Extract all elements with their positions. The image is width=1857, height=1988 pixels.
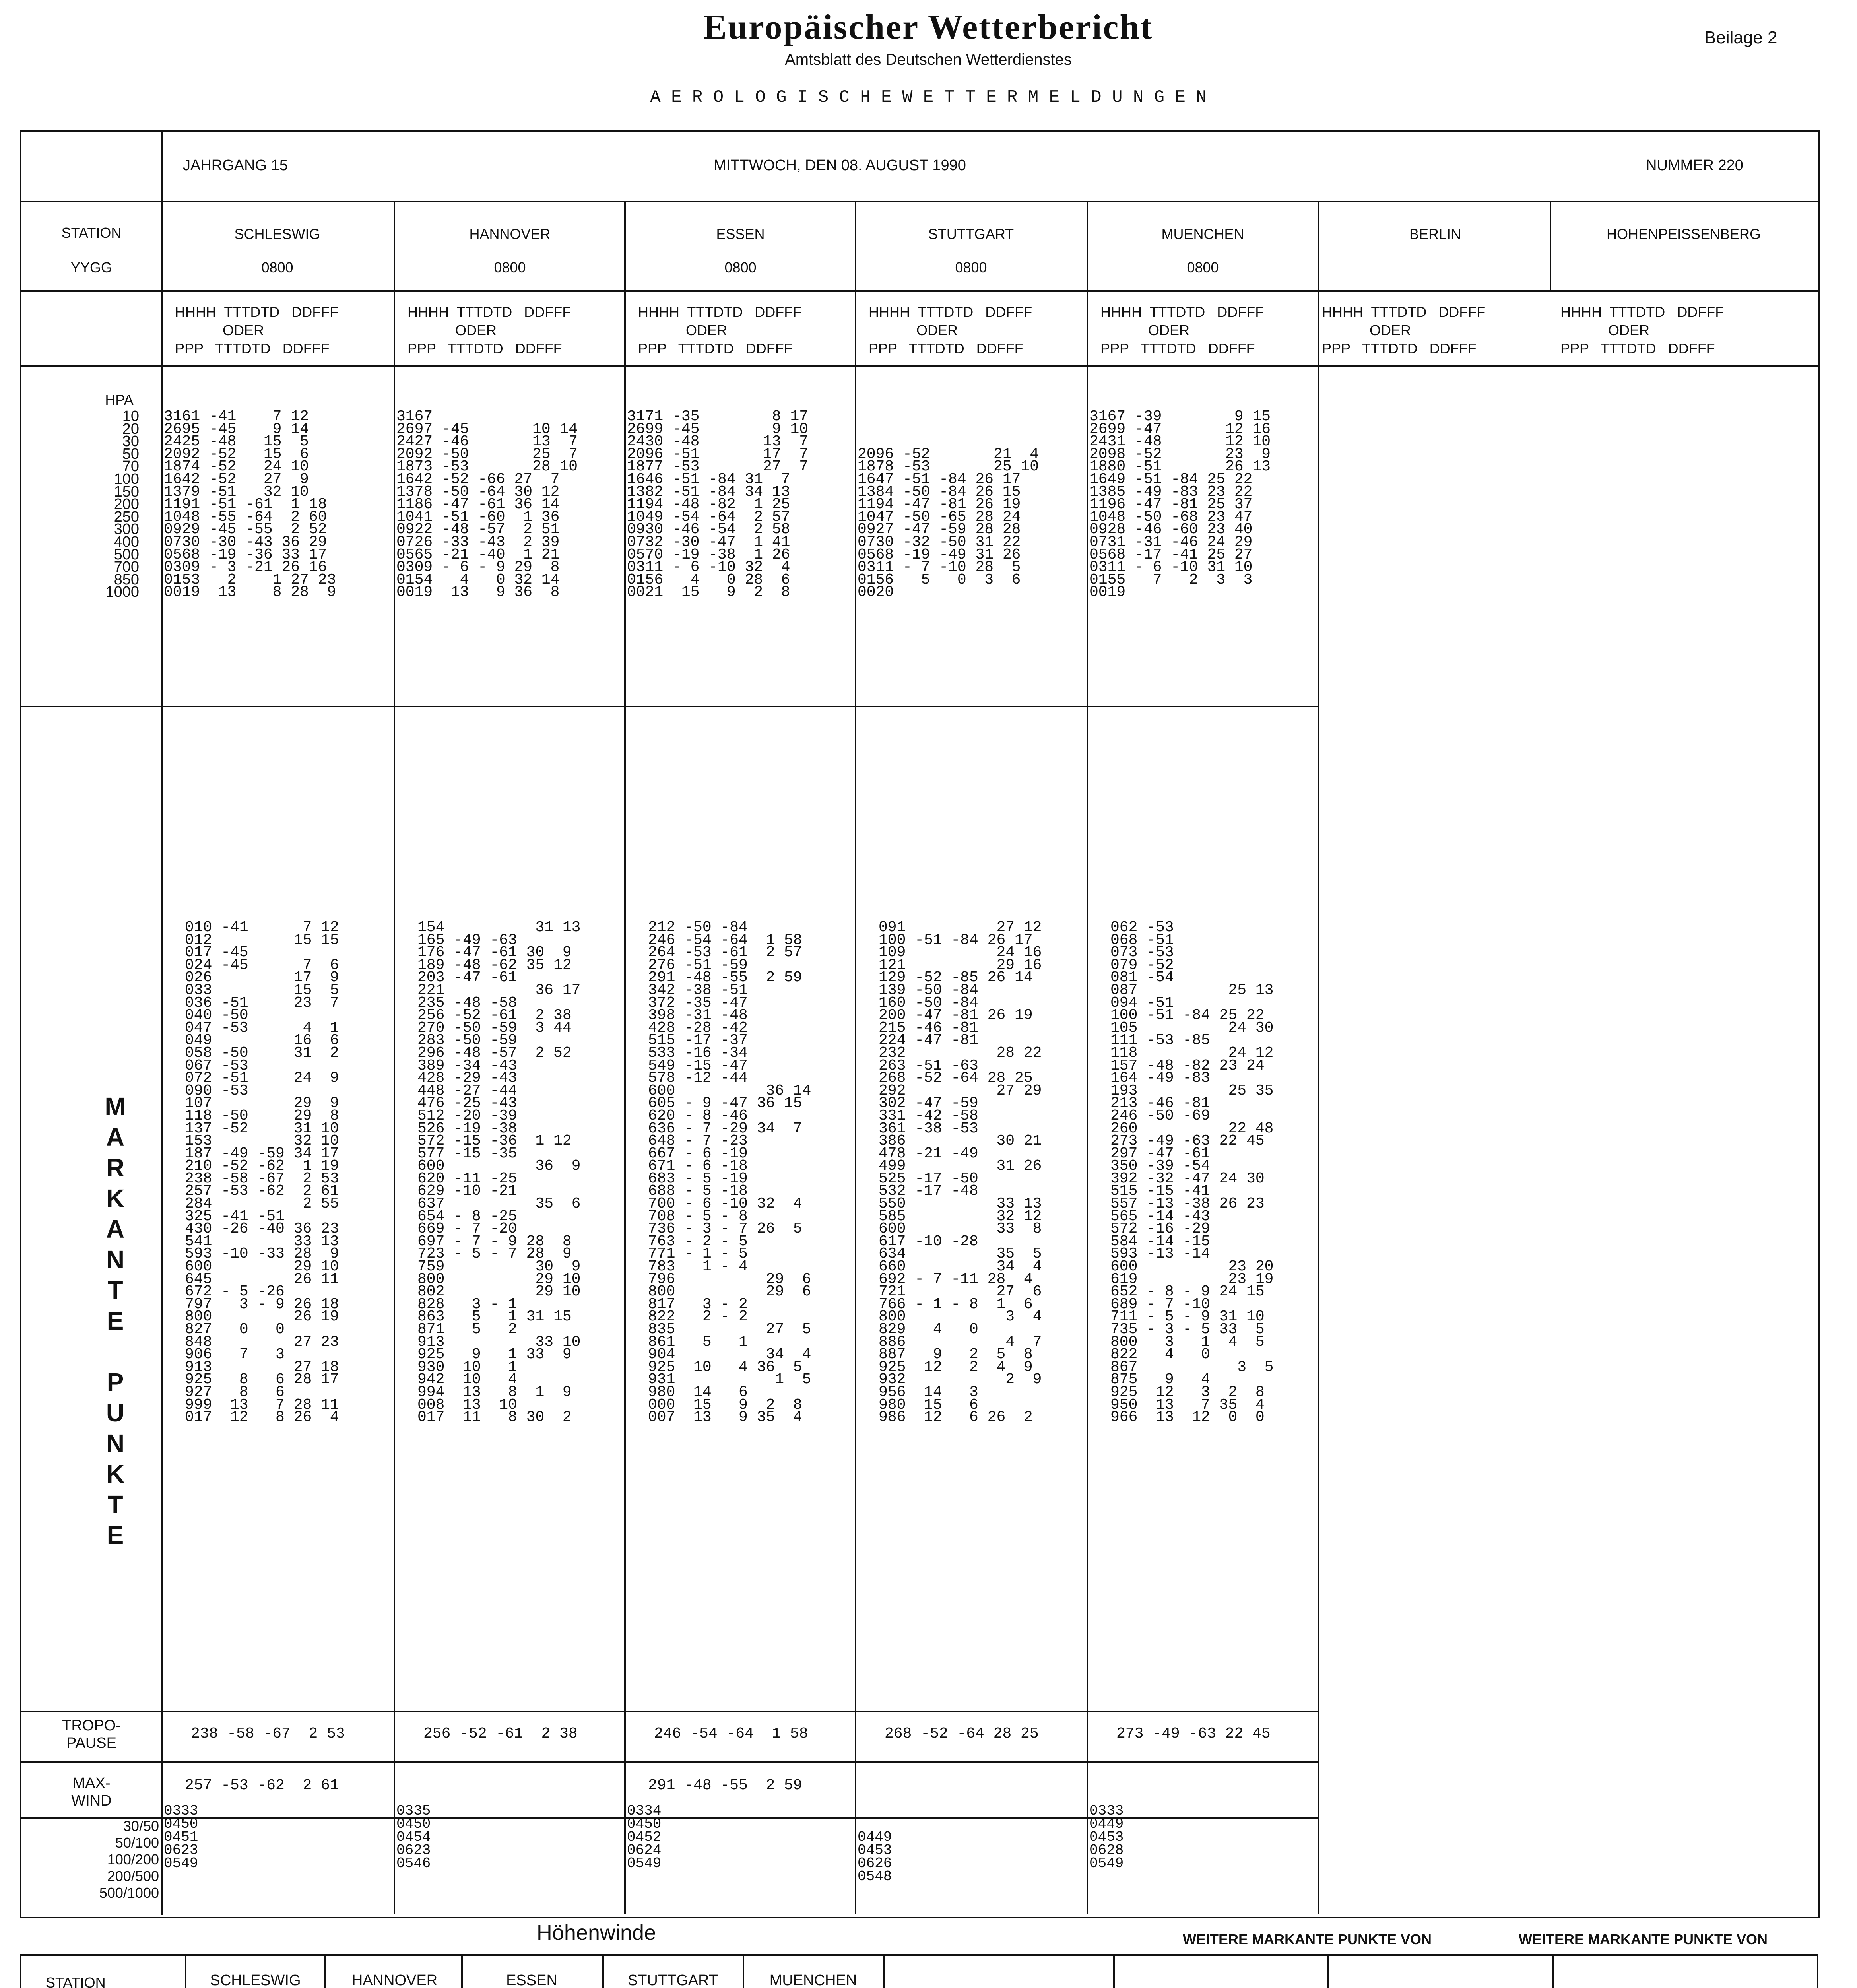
hpa-label: HPA xyxy=(105,392,134,408)
maxwind-label: MAX- WIND xyxy=(71,1775,112,1809)
col-header-essen xyxy=(638,303,853,358)
hpa-levels xyxy=(48,410,139,599)
thickness-essen: 0334 0450 0452 0624 0549 xyxy=(627,1803,662,1872)
tropopause-stuttgart: 268 -52 -64 28 25 xyxy=(885,1725,1039,1742)
markante-punkte-hannover: 154 31 13 165 -49 -63 176 -47 -61 30 9 189 -48 -62 35 12 203 -47 -61 221 36 17 235 -48 -58 256 -52 -61 2 38 270 -50 -59 3 44 283 -50 -59 296 -48 -57 2 52 389 -34 -43 428 -29 -43 448 -27 -44 476 -25 -43 512 -20 -39 526 -19 -38 572 -15 -36 1 12 577 -15 -35 600 36 9 620 -11 -25 629 -10 -21 637 35 6 654 - 8 -25 669 - 7 -20 697 - 7 - 9 28 8 723 - 5 - 7 28 9 759 30 9 800 29 10 802 29 10 828 3 - 1 863 5 1 31 15 871 5 2 913 33 10 925 9 1 33 9 930 10 1 942 10 4 994 13 8 1 9 008 13 10 017 11 8 30 2 xyxy=(417,919,581,1426)
station-name-stuttgart: STUTTGART xyxy=(928,226,1014,242)
hw-station-schleswig: SCHLESWIG xyxy=(210,1972,301,1988)
col-header-b: ODER xyxy=(223,322,264,338)
thickness-stuttgart: 0449 0453 0626 0548 xyxy=(858,1829,892,1885)
standard-levels-stuttgart: 2096 -52 21 4 1878 -53 25 10 1647 -51 -84 26 17 1384 -50 -84 26 15 1194 -47 -81 26 19 1047 -50 -65 28 24 0927 -47 -59 28 28 0730 -32 -50 31 22 0568 -19 -49 31 26 0311 - 7 -10 28 5 0156 5 0 3 6 0020 xyxy=(858,445,1039,601)
station-time-essen: 0800 xyxy=(724,259,757,276)
station-name-hohenpeissenberg: HOHENPEISSENBERG xyxy=(1606,226,1761,242)
standard-levels-hannover: 3167 2697 -45 10 14 2427 -46 13 7 2092 -50 25 7 1873 -53 28 10 1642 -52 -66 27 7 1378 -50 -64 30 12 1186 -47 -61 36 14 1041 -51 -60 1 36 0922 -48 -57 2 51 0726 -33 -43 2 39 0565 -21 -40 1 21 0309 - 6 - 9 29 8 0154 4 0 32 14 0019 13 9 36 8 xyxy=(396,408,578,601)
hw-station-muenchen: MUENCHEN xyxy=(769,1972,857,1988)
station-time-hannover: 0800 xyxy=(494,259,526,276)
col-header-c: PPP TTTDTD DDFFF xyxy=(638,340,793,357)
weitere-title-2: WEITERE MARKANTE PUNKTE VON xyxy=(1519,1931,1768,1947)
col-header-stuttgart xyxy=(869,303,1083,358)
col-header-c: PPP TTTDTD DDFFF xyxy=(407,340,562,357)
station-name-berlin: BERLIN xyxy=(1409,226,1461,242)
maxwind-essen: 291 -48 -55 2 59 xyxy=(648,1777,802,1794)
col-header-a: HHHH TTTDTD DDFFF xyxy=(869,304,1032,320)
col-header-hannover xyxy=(407,303,622,358)
col-header-c: PPP TTTDTD DDFFF xyxy=(869,340,1023,357)
standard-levels-essen: 3171 -35 8 17 2699 -45 9 10 2430 -48 13 7 2096 -51 17 7 1877 -53 27 7 1646 -51 -84 31 7 1382 -51 -84 34 13 1194 -48 -82 1 25 1049 -54 -64 2 57 0930 -46 -54 2 58 0732 -30 -47 1 41 0570 -19 -38 1 26 0311 - 6 -10 32 4 0156 4 0 28 6 0021 15 9 2 8 xyxy=(627,408,809,601)
col-header-b: ODER xyxy=(455,322,497,338)
nummer-label: NUMMER 220 xyxy=(1646,157,1743,174)
col-header-schleswig xyxy=(175,303,390,358)
hoehenwinde-title: Höhenwinde xyxy=(536,1921,656,1945)
station-name-essen: ESSEN xyxy=(716,226,765,242)
hw-station-stuttgart: STUTTGART xyxy=(627,1972,718,1988)
col-header-a: HHHH TTTDTD DDFFF xyxy=(638,304,802,320)
tropopause-essen: 246 -54 -64 1 58 xyxy=(654,1725,808,1742)
col-header-c: PPP TTTDTD DDFFF xyxy=(175,340,330,357)
thickness-labels: 30/50 50/100 100/200 200/500 500/1000 xyxy=(99,1818,159,1901)
tropopause-muenchen: 273 -49 -63 22 45 xyxy=(1116,1725,1271,1742)
page-subtitle: Amtsblatt des Deutschen Wetterdienstes xyxy=(785,51,1072,68)
station-name-muenchen: MUENCHEN xyxy=(1161,226,1244,242)
col-header-b: ODER xyxy=(916,322,958,338)
station-name-hannover: HANNOVER xyxy=(469,226,551,242)
station-name-schleswig: SCHLESWIG xyxy=(234,226,320,242)
page-title: Europäischer Wetterbericht xyxy=(703,8,1153,47)
col-header-a: HHHH TTTDTD DDFFF xyxy=(1100,304,1264,320)
thickness-schleswig: 0333 0450 0451 0623 0549 xyxy=(164,1803,198,1872)
col-header-hohenpeissenberg: HHHH TTTDTD DDFFF ODER PPP TTTDTD DDFFF xyxy=(1560,304,1724,357)
yygg-label: YYGG xyxy=(70,259,113,276)
markante-punkte-label: M A R K A N T E P U N K T E xyxy=(105,1092,126,1549)
col-header-b: ODER xyxy=(686,322,728,338)
hw-station-label: STATION xyxy=(46,1974,106,1988)
jahrgang-label: JAHRGANG 15 xyxy=(183,157,288,174)
beilage-label: Beilage 2 xyxy=(1704,28,1777,47)
station-time-schleswig: 0800 xyxy=(261,259,293,276)
standard-levels-schleswig: 3161 -41 7 12 2695 -45 9 14 2425 -48 15 5 2092 -52 15 6 1874 -52 24 10 1642 -52 27 9 1379 -51 32 10 1191 -51 -61 1 18 1048 -55 -64 2 60 0929 -45 -55 2 52 0730 -30 -43 36 29 0568 -19 -36 33 17 0309 - 3 -21 26 16 0153 2 1 27 23 0019 13 8 28 9 xyxy=(164,408,336,601)
markante-punkte-muenchen: 062 -53 068 -51 073 -53 079 -52 081 -54 087 25 13 094 -51 100 -51 -84 25 22 105 24 30 111 -53 -85 118 24 12 157 -48 -82 23 24 164 -49 -83 193 25 35 213 -46 -81 246 -50 -69 260 22 48 273 -49 -63 22 45 297 -47 -61 350 -39 -54 392 -32 -47 24 30 515 -15 -41 557 -13 -38 26 23 565 -14 -43 572 -16 -29 584 -14 -15 593 -13 -14 600 23 20 619 23 19 652 - 8 - 9 24 15 689 - 7 -10 711 - 5 - 9 31 10 735 - 3 - 5 33 5 800 3 1 4 5 822 4 0 867 3 5 875 9 4 925 12 3 2 8 950 13 7 35 4 966 13 12 0 0 xyxy=(1110,919,1274,1426)
standard-levels-muenchen: 3167 -39 9 15 2699 -47 12 16 2431 -48 12 10 2098 -52 23 9 1880 -51 26 13 1649 -51 -84 25 22 1385 -49 -83 23 22 1196 -47 -81 25 37 1048 -50 -68 23 47 0928 -46 -60 23 40 0731 -31 -46 24 29 0568 -17 -41 25 27 0311 - 6 -10 31 10 0155 7 2 3 3 0019 xyxy=(1089,408,1271,601)
markante-punkte-essen: 212 -50 -84 246 -54 -64 1 58 264 -53 -61 2 57 276 -51 -59 291 -48 -55 2 59 342 -38 -51 372 -35 -47 398 -31 -48 428 -28 -42 515 -17 -37 533 -16 -34 549 -15 -47 578 -12 -44 600 36 14 605 - 9 -47 36 15 620 - 8 -46 636 - 7 -29 34 7 648 - 7 -23 667 - 6 -19 671 - 6 -18 683 - 5 -19 688 - 5 -18 700 - 6 -10 32 4 708 - 5 - 8 736 - 3 - 7 26 5 763 - 2 - 5 771 - 1 - 5 783 1 - 4 796 29 6 800 29 6 817 3 - 2 822 2 - 2 835 27 5 861 5 1 904 34 4 925 10 4 36 5 931 1 5 980 14 6 000 15 9 2 8 007 13 9 35 4 xyxy=(648,919,811,1426)
thickness-muenchen: 0333 0449 0453 0628 0549 xyxy=(1089,1803,1124,1872)
col-header-a: HHHH TTTDTD DDFFF xyxy=(407,304,571,320)
markante-punkte-schleswig: 010 -41 7 12 012 15 15 017 -45 024 -45 7 6 026 17 9 033 15 5 036 -51 23 7 040 -50 047 -53 4 1 049 16 6 058 -50 31 2 067 -53 072 -51 24 9 090 -53 107 29 9 118 -50 29 8 137 -52 31 10 153 32 10 187 -49 -59 34 17 210 -52 -62 1 19 238 -58 -67 2 53 257 -53 -62 2 61 284 2 55 325 -41 -51 430 -26 -40 36 23 541 33 13 593 -10 -33 28 9 600 29 10 645 26 11 672 - 5 -26 797 3 - 9 26 18 800 26 19 827 0 0 848 27 23 906 7 3 913 27 18 925 8 6 28 17 927 8 6 999 13 7 28 11 017 12 8 26 4 xyxy=(185,919,339,1426)
col-header-c: PPP TTTDTD DDFFF xyxy=(1100,340,1255,357)
section-title: A E R O L O G I S C H E W E T T E R M E L D U N G E N xyxy=(650,87,1207,107)
col-header-muenchen xyxy=(1100,303,1315,358)
thickness-hannover: 0335 0450 0454 0623 0546 xyxy=(396,1803,431,1872)
date-label: MITTWOCH, DEN 08. AUGUST 1990 xyxy=(714,157,966,174)
station-time-muenchen: 0800 xyxy=(1187,259,1219,276)
hpa-levels-list: 10 20 30 50 70 100 150 200 250 300 400 500 700 850 1000 xyxy=(105,408,139,601)
hw-station-hannover: HANNOVER xyxy=(351,1972,438,1988)
col-header-berlin: HHHH TTTDTD DDFFF ODER PPP TTTDTD DDFFF xyxy=(1322,304,1486,357)
weitere-title-1: WEITERE MARKANTE PUNKTE VON xyxy=(1183,1931,1432,1947)
maxwind-schleswig: 257 -53 -62 2 61 xyxy=(185,1777,339,1794)
hw-station-essen: ESSEN xyxy=(506,1972,557,1988)
station-time-stuttgart: 0800 xyxy=(955,259,987,276)
markante-punkte-stuttgart: 091 27 12 100 -51 -84 26 17 109 24 16 121 29 16 129 -52 -85 26 14 139 -50 -84 160 -50 -84 200 -47 -81 26 19 215 -46 -81 224 -47 -81 232 28 22 263 -51 -63 268 -52 -64 28 25 292 27 29 302 -47 -59 331 -42 -58 361 -38 -53 386 30 21 478 -21 -49 499 31 26 525 -17 -50 532 -17 -48 550 33 13 585 32 12 600 33 8 617 -10 -28 634 35 5 660 34 4 692 - 7 -11 28 4 721 27 6 766 - 1 - 8 1 6 800 3 4 829 4 0 886 4 7 887 9 2 5 8 925 12 2 4 9 932 2 9 956 14 3 980 15 6 986 12 6 26 2 xyxy=(879,919,1042,1426)
col-header-a: HHHH TTTDTD DDFFF xyxy=(175,304,339,320)
col-header-b: ODER xyxy=(1148,322,1190,338)
tropopause-hannover: 256 -52 -61 2 38 xyxy=(423,1725,578,1742)
tropopause-label: TROPO- PAUSE xyxy=(62,1717,121,1751)
station-label: STATION xyxy=(61,225,122,241)
tropopause-schleswig: 238 -58 -67 2 53 xyxy=(191,1725,345,1742)
